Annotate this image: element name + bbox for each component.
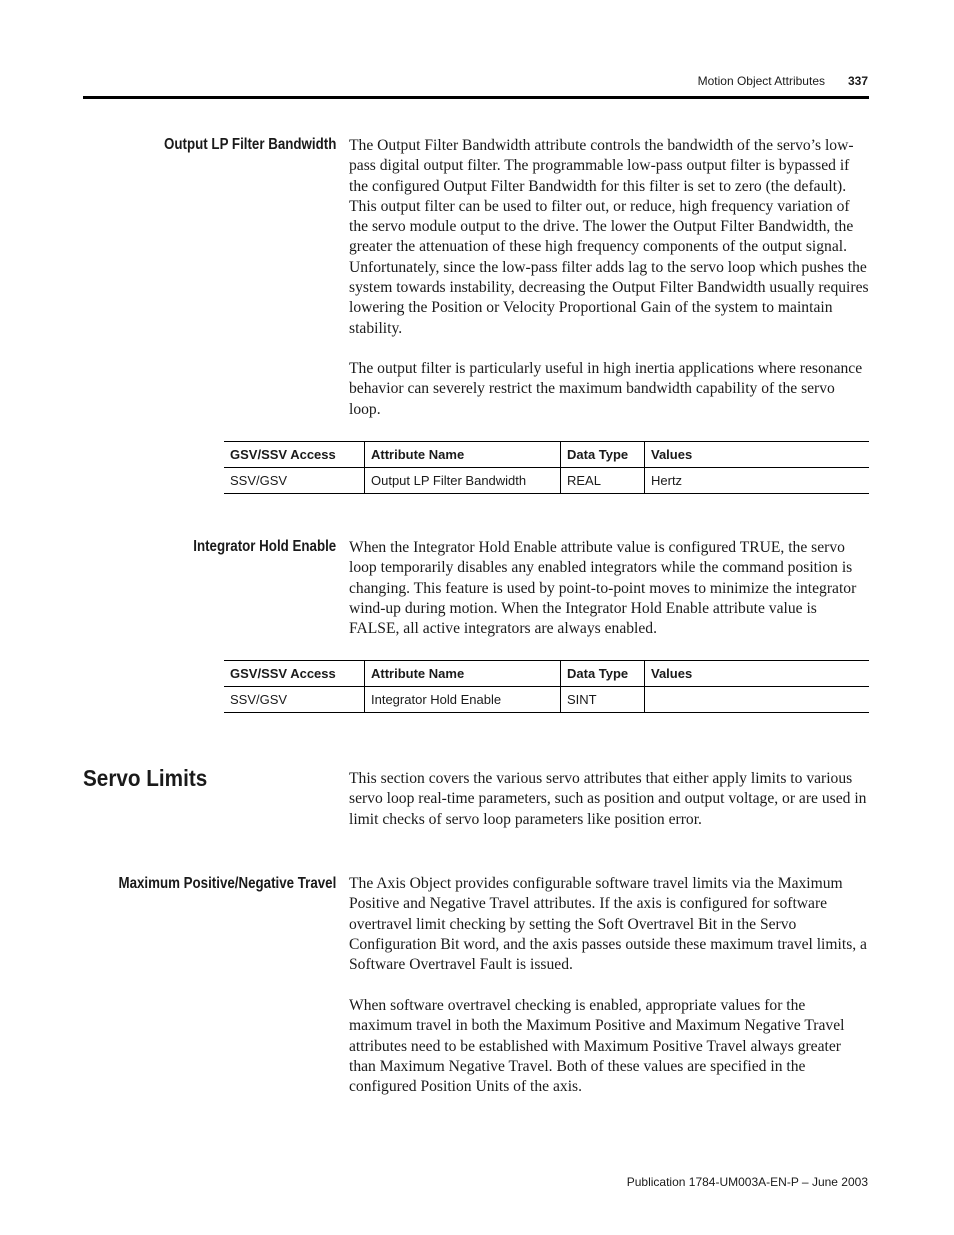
max-travel-paragraph-1: The Axis Object provides configurable software travel limits via the Maximum Positive and Negative Travel attributes. If the axis is configured for software overtravel limit checking by setting the Soft Overtravel Bit in the Servo Configuration Bit word, and the axis passes outside these maximum travel limits, a Software Overtravel Fault is issued. xyxy=(349,875,867,974)
table-header-row xyxy=(224,442,869,468)
cell-data-type: REAL xyxy=(561,468,645,494)
integrator-attribute-table xyxy=(224,660,869,713)
output-lp-heading: Output LP Filter Bandwidth xyxy=(163,136,336,153)
header-section-title: Motion Object Attributes xyxy=(697,74,825,88)
integrator-paragraph-1: When the Integrator Hold Enable attribute value is configured TRUE, the servo loop temporarily disables any enabled integrators while the command position is changing. This feature is used by point-to-point moves to minimize the integrator wind-up during motion. When the Integrator Hold Enable attribute value is FALSE, all active integrators are always enabled. xyxy=(349,539,857,638)
cell-attribute-name: Output LP Filter Bandwidth xyxy=(365,468,561,494)
cell-access: SSV/GSV xyxy=(224,687,365,713)
col-header-access: GSV/SSV Access xyxy=(224,661,365,687)
table-row xyxy=(224,468,869,494)
cell-access: SSV/GSV xyxy=(224,468,365,494)
col-header-data-type: Data Type xyxy=(561,442,645,468)
output-lp-attribute-table xyxy=(224,441,869,494)
publication-footer: Publication 1784-UM003A-EN-P – June 2003 xyxy=(626,1175,868,1189)
output-lp-paragraph-1: The Output Filter Bandwidth attribute controls the bandwidth of the servo’s low-pass digital output filter. The programmable low-pass output filter is bypassed if the configured Output Filter Bandwidth for this filter is set to zero (the default). This output filter can be used to filter out, or reduce, high frequency variation of the servo module output to the drive. The lower the Output Filter Bandwidth, the greater the attenuation of these high frequency components of the output signal. Unfortunately, since the low-pass filter adds lag to the servo loop which pushes the system towards instability, decreasing the Output Filter Bandwidth usually requires lowering the Position or Velocity Proportional Gain of the system to maintain stability. xyxy=(349,137,869,337)
col-header-values: Values xyxy=(645,442,870,468)
cell-values xyxy=(645,687,870,713)
page-number: 337 xyxy=(847,74,868,88)
table-header-row xyxy=(224,661,869,687)
page-header xyxy=(0,74,954,94)
integrator-heading: Integrator Hold Enable xyxy=(193,538,336,555)
cell-values: Hertz xyxy=(645,468,870,494)
max-travel-paragraph-2: When software overtravel checking is enabled, appropriate values for the maximum travel in both the Maximum Positive and Maximum Negative Travel attributes need to be established with Maximum Positive Travel always greater than Maximum Negative Travel. Both of these values are specified in the configured Position Units of the axis. xyxy=(349,997,845,1096)
col-header-data-type: Data Type xyxy=(561,661,645,687)
col-header-access: GSV/SSV Access xyxy=(224,442,365,468)
servo-limits-heading: Servo Limits xyxy=(83,765,208,791)
output-lp-paragraph-2: The output filter is particularly useful in high inertia applications where resonance behavior can severely restrict the maximum bandwidth capability of the servo loop. xyxy=(349,360,863,418)
max-travel-heading: Maximum Positive/Negative Travel xyxy=(118,875,336,892)
col-header-attribute-name: Attribute Name xyxy=(365,661,561,687)
servo-limits-paragraph: This section covers the various servo attributes that either apply limits to various servo loop real-time parameters, such as position and output voltage, or are used in limit checks of servo loop parameters like position error. xyxy=(349,770,867,828)
cell-data-type: SINT xyxy=(561,687,645,713)
col-header-attribute-name: Attribute Name xyxy=(365,442,561,468)
header-rule xyxy=(83,96,869,99)
col-header-values: Values xyxy=(645,661,870,687)
cell-attribute-name: Integrator Hold Enable xyxy=(365,687,561,713)
table-row xyxy=(224,687,869,713)
